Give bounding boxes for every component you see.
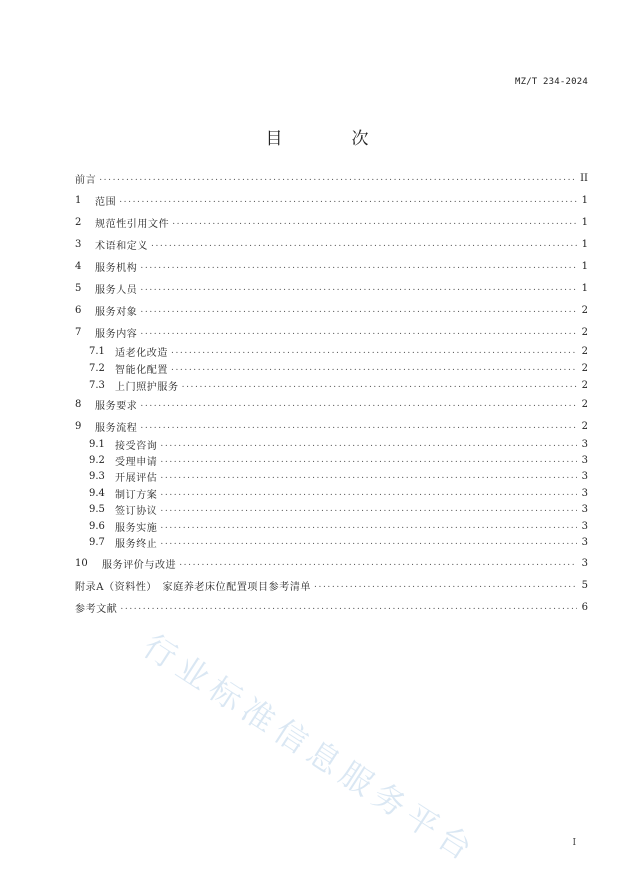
toc-entry-9-7[interactable] bbox=[89, 534, 588, 550]
toc-entry-10[interactable] bbox=[75, 555, 588, 571]
toc-number: 9.1 bbox=[89, 438, 105, 450]
toc-label: 参考文献 bbox=[75, 603, 118, 615]
toc-leader bbox=[160, 455, 577, 465]
toc-page-number: 2 bbox=[581, 304, 588, 316]
toc-entry-9[interactable] bbox=[75, 418, 588, 434]
toc-leader bbox=[160, 488, 577, 498]
toc-leader bbox=[179, 558, 577, 568]
toc-entry-9-6[interactable] bbox=[89, 518, 588, 534]
toc-leader bbox=[140, 399, 577, 409]
toc-entry-appendix-a[interactable] bbox=[75, 577, 588, 593]
toc-label: 范围 bbox=[95, 196, 117, 208]
toc-leader bbox=[151, 239, 577, 249]
toc-leader bbox=[171, 363, 577, 373]
toc-label: 服务人员 bbox=[95, 284, 138, 296]
toc-leader bbox=[140, 261, 577, 271]
toc-page-number: 1 bbox=[581, 194, 588, 206]
toc-page-number: 2 bbox=[581, 398, 588, 410]
toc-label: 服务对象 bbox=[95, 306, 138, 318]
toc-entry-7-3[interactable] bbox=[89, 377, 588, 393]
toc-number: 7.3 bbox=[89, 379, 105, 391]
toc-label: 适老化改造 bbox=[115, 347, 168, 359]
toc-number: 9 bbox=[75, 420, 82, 432]
toc-entry-7[interactable] bbox=[75, 324, 588, 340]
toc-number: 2 bbox=[75, 216, 82, 228]
toc-leader bbox=[160, 439, 577, 449]
toc-page-number: 3 bbox=[581, 536, 588, 548]
toc-leader bbox=[172, 217, 577, 227]
toc-leader bbox=[120, 602, 577, 612]
toc-label: 术语和定义 bbox=[95, 240, 148, 252]
toc-page-number: II bbox=[580, 172, 588, 184]
toc-number: 9.2 bbox=[89, 454, 105, 466]
toc-page-number: 1 bbox=[581, 238, 588, 250]
toc-entry-references[interactable] bbox=[75, 599, 588, 615]
toc-page-number: 5 bbox=[581, 579, 588, 591]
toc-number: 9.3 bbox=[89, 470, 105, 482]
toc-entry-4[interactable] bbox=[75, 258, 588, 274]
toc-label: 上门照护服务 bbox=[115, 381, 179, 393]
toc-entry-9-4[interactable] bbox=[89, 485, 588, 501]
toc-page-number: 1 bbox=[581, 260, 588, 272]
toc-page-number: 3 bbox=[581, 503, 588, 515]
toc-number: 4 bbox=[75, 260, 82, 272]
toc-label: 附录A（资料性） 家庭养老床位配置项目参考清单 bbox=[75, 581, 312, 593]
toc-entry-7-1[interactable] bbox=[89, 343, 588, 359]
toc-number: 7 bbox=[75, 326, 82, 338]
toc-label: 服务机构 bbox=[95, 262, 138, 274]
toc-label: 制订方案 bbox=[115, 489, 158, 501]
toc-leader bbox=[140, 421, 577, 431]
toc-label: 规范性引用文件 bbox=[95, 218, 170, 230]
toc-number: 6 bbox=[75, 304, 82, 316]
toc-entry-9-3[interactable] bbox=[89, 468, 588, 484]
document-code: MZ/T 234-2024 bbox=[514, 77, 588, 87]
toc-page-number: 2 bbox=[581, 379, 588, 391]
toc-number: 9.6 bbox=[89, 520, 105, 532]
toc-page-number: 3 bbox=[581, 438, 588, 450]
toc-label: 服务流程 bbox=[95, 422, 138, 434]
toc-entry-7-2[interactable] bbox=[89, 360, 588, 376]
toc-entry-5[interactable] bbox=[75, 280, 588, 296]
toc-leader bbox=[119, 195, 577, 205]
toc-label: 服务终止 bbox=[115, 538, 158, 550]
toc-number: 9.5 bbox=[89, 503, 105, 515]
toc-entry-preface[interactable] bbox=[75, 170, 588, 186]
toc-page-number: 3 bbox=[581, 470, 588, 482]
toc-number: 8 bbox=[75, 398, 82, 410]
toc-page-number: 2 bbox=[581, 326, 588, 338]
toc-page-number: 2 bbox=[581, 345, 588, 357]
toc-number: 5 bbox=[75, 282, 82, 294]
toc-entry-2[interactable] bbox=[75, 214, 588, 230]
toc-entry-9-2[interactable] bbox=[89, 452, 588, 468]
toc-entry-9-1[interactable] bbox=[89, 436, 588, 452]
watermark: 行业标准信息服务平台 bbox=[136, 626, 485, 872]
footer-page-number: I bbox=[572, 838, 576, 848]
toc-label: 服务评价与改进 bbox=[102, 559, 177, 571]
toc-number: 1 bbox=[75, 194, 82, 206]
toc-leader bbox=[140, 327, 577, 337]
toc-leader bbox=[160, 504, 577, 514]
toc-label: 服务内容 bbox=[95, 328, 138, 340]
toc-leader bbox=[182, 380, 577, 390]
toc-leader bbox=[171, 346, 577, 356]
toc-page-number: 3 bbox=[581, 520, 588, 532]
toc-label: 服务实施 bbox=[115, 522, 158, 534]
toc-entry-6[interactable] bbox=[75, 302, 588, 318]
page-title: 目 次 bbox=[265, 129, 395, 149]
toc-label: 前言 bbox=[75, 174, 97, 186]
toc-number: 9.4 bbox=[89, 487, 105, 499]
toc-leader bbox=[160, 537, 577, 547]
toc-leader bbox=[160, 521, 577, 531]
toc-number: 9.7 bbox=[89, 536, 105, 548]
toc-label: 开展评估 bbox=[115, 472, 158, 484]
toc-leader bbox=[99, 173, 577, 183]
toc-page-number: 2 bbox=[581, 362, 588, 374]
toc-leader bbox=[314, 580, 577, 590]
toc-page-number: 3 bbox=[581, 487, 588, 499]
toc-number: 3 bbox=[75, 238, 82, 250]
toc-label: 服务要求 bbox=[95, 400, 138, 412]
toc-page-number: 6 bbox=[581, 601, 588, 613]
toc-leader bbox=[140, 305, 577, 315]
toc-page-number: 1 bbox=[581, 282, 588, 294]
toc-leader bbox=[140, 283, 577, 293]
toc-page-number: 2 bbox=[581, 420, 588, 432]
toc-entry-9-5[interactable] bbox=[89, 501, 588, 517]
toc-leader bbox=[160, 471, 577, 481]
toc-number: 7.2 bbox=[89, 362, 105, 374]
toc-label: 受理申请 bbox=[115, 456, 158, 468]
toc-number: 10 bbox=[75, 557, 88, 569]
toc-label: 接受咨询 bbox=[115, 440, 158, 452]
toc-number: 7.1 bbox=[89, 345, 105, 357]
toc-label: 智能化配置 bbox=[115, 364, 168, 376]
toc-entry-1[interactable] bbox=[75, 192, 588, 208]
toc-page-number: 3 bbox=[581, 454, 588, 466]
toc-page-number: 1 bbox=[581, 216, 588, 228]
toc-entry-3[interactable] bbox=[75, 236, 588, 252]
toc-entry-8[interactable] bbox=[75, 396, 588, 412]
toc-page-number: 3 bbox=[581, 557, 588, 569]
toc-label: 签订协议 bbox=[115, 505, 158, 517]
